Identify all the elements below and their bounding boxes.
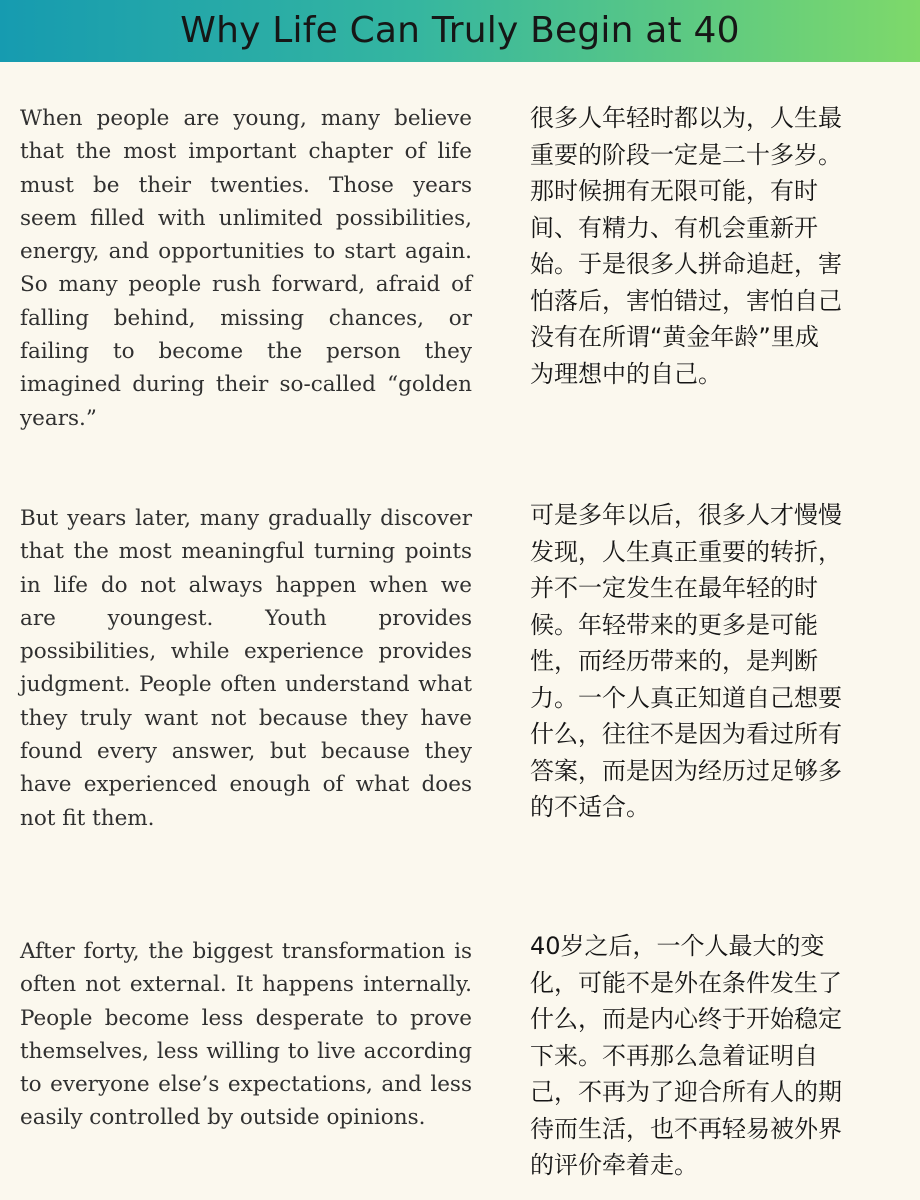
chinese-line: 始。于是很多人拼命追赶，害 <box>530 250 842 278</box>
chinese-line: 重要的阶段一定是二十多岁。 <box>530 140 842 169</box>
chinese-line: 性，而经历带来的，是判断 <box>530 647 818 675</box>
chinese-line: 的不适合。 <box>530 793 650 821</box>
chinese-line: 那时候拥有无限可能，有时 <box>530 177 818 205</box>
english-paragraph-1: When people are young, many believe that the most important chapter of life must be their twenties. Those years seem filled with unlimited possibilities, energy, and opportunities to start again. So many people rush forward, afraid of falling behind, missing chances, or failing to become the person they imagined during their so-called “golden years.” <box>20 106 472 431</box>
chinese-line: 候。年轻带来的更多是可能 <box>530 610 818 639</box>
chinese-line: 力。一个人真正知道自己想要 <box>530 683 842 712</box>
chinese-line: 很多人年轻时都以为，人生最 <box>530 104 842 132</box>
english-paragraph-2: But years later, many gradually discover that the most meaningful turning points in life do not always happen when we are youngest. Youth provides possibilities, while experience provides judgment. People often understand what they truly want not because they have found every answer, but because they have experienced enough of what does not fit them. <box>20 506 472 831</box>
chinese-line: 为理想中的自己。 <box>530 359 722 388</box>
chinese-line: 并不一定发生在最年轻的时 <box>530 574 818 602</box>
chinese-line: 答案，而是因为经历过足够多 <box>530 756 842 785</box>
chinese-line: 怕落后，害怕错过，害怕自己 <box>530 286 842 315</box>
chinese-line: 的评价牵着走。 <box>530 1151 698 1179</box>
chinese-line: 待而生活，也不再轻易被外界 <box>530 1114 842 1143</box>
chinese-line: 间、有精力、有机会重新开 <box>530 213 818 242</box>
chinese-paragraph-2 <box>530 497 892 826</box>
chinese-line: 化，可能不是外在条件发生了 <box>530 968 842 997</box>
page-title: Why Life Can Truly Begin at 40 <box>180 10 740 51</box>
chinese-paragraph-1 <box>530 100 892 392</box>
chinese-line: 发现，人生真正重要的转折， <box>530 537 842 566</box>
chinese-line: 什么，而是内心终于开始稳定 <box>530 1005 842 1033</box>
chinese-line: 没有在所谓“黄金年龄”里成 <box>530 323 819 351</box>
chinese-line: 下来。不再那么急着证明自 <box>530 1041 818 1070</box>
chinese-line: 己，不再为了迎合所有人的期 <box>530 1078 842 1106</box>
chinese-paragraph-3 <box>530 928 892 1184</box>
chinese-line: 40岁之后，一个人最大的变 <box>530 932 825 960</box>
chinese-line: 什么，往往不是因为看过所有 <box>530 720 842 748</box>
title-banner <box>0 0 920 62</box>
chinese-line: 可是多年以后，很多人才慢慢 <box>530 501 842 529</box>
english-paragraph-3: After forty, the biggest transformation is often not external. It happens internally. People become less desperate to prove themselves, less willing to live according to everyone else’s expectations, and less easily controlled by outside opinions. <box>20 939 472 1131</box>
